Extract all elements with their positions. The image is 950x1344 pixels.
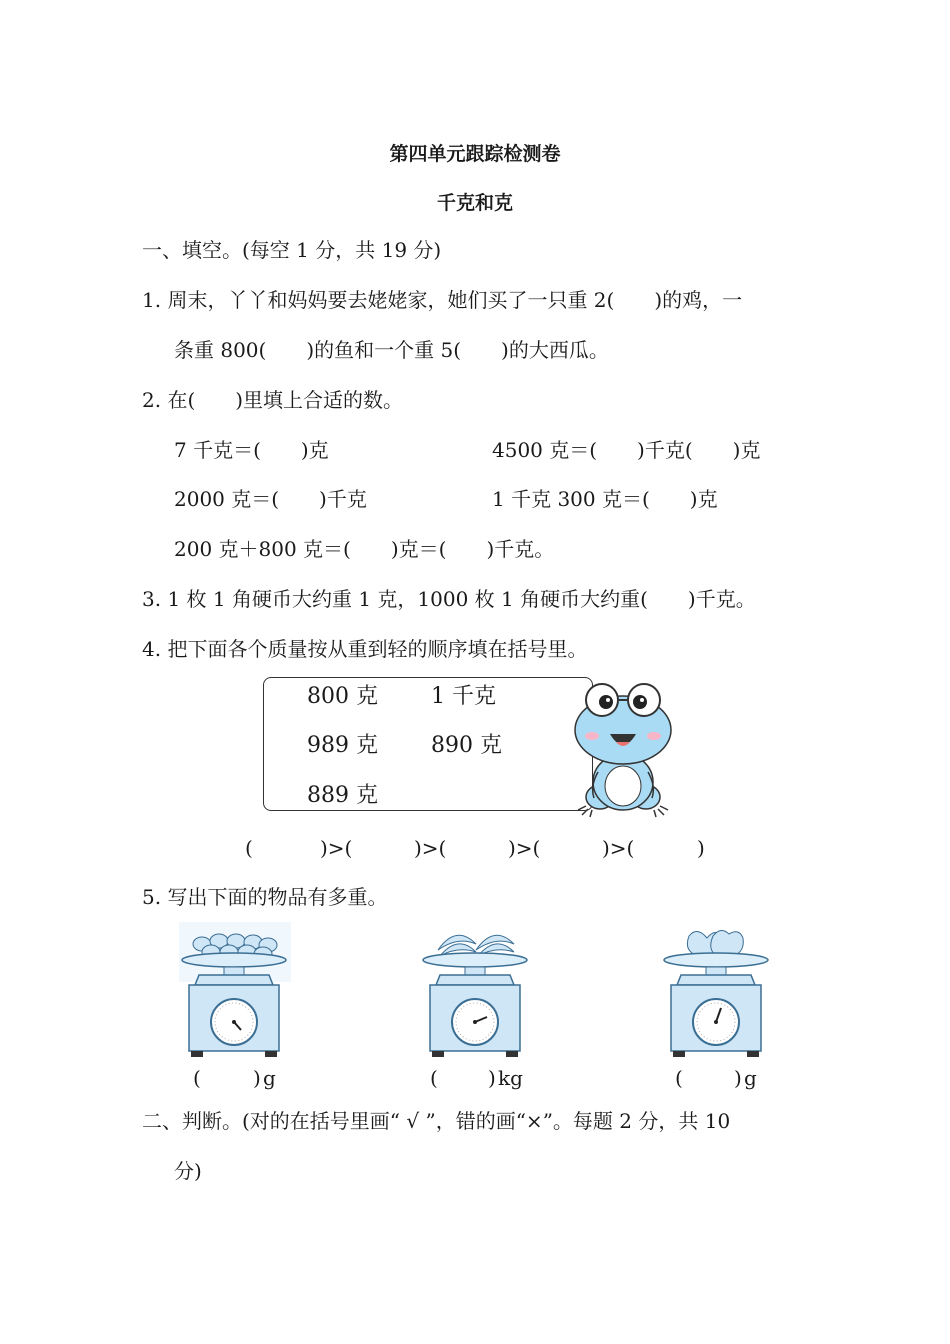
answer-close-paren: ): [253, 1066, 261, 1090]
mass-item: 989 克: [307, 733, 378, 758]
section-2-heading-cont: 分): [174, 1159, 202, 1183]
answer-open-paren: (: [675, 1066, 683, 1090]
page-subtitle: 千克和克: [436, 192, 513, 214]
page-title: 第四单元跟踪检测卷: [389, 143, 561, 165]
q4-stem: 4. 把下面各个质量按从重到轻的顺序填在括号里。: [142, 637, 588, 661]
q1-line2: 条重 800( )的鱼和一个重 5( )的大西瓜。: [174, 338, 609, 362]
answer-unit: g: [263, 1066, 276, 1090]
order-bracket: ): [697, 836, 705, 860]
scale-peaches: [659, 920, 774, 1060]
mass-item: 800 克: [307, 684, 378, 709]
q2-item-e: 200 克＋800 克＝( )克＝( )千克。: [174, 537, 555, 561]
scale-bananas: [418, 920, 533, 1060]
order-bracket: )>(: [414, 836, 447, 860]
q2-item-b: 4500 克＝( )千克( )克: [492, 438, 761, 462]
answer-open-paren: (: [430, 1066, 438, 1090]
q2-item-a: 7 千克＝( )克: [174, 438, 329, 462]
frog-illustration: [568, 672, 678, 822]
scale-eggs: [177, 920, 292, 1060]
section-1-heading: 一、填空。(每空 1 分，共 19 分): [142, 238, 442, 262]
q2-item-d: 1 千克 300 克＝( )克: [492, 487, 718, 511]
mass-item: 1 千克: [431, 684, 496, 709]
mass-item: 889 克: [307, 783, 378, 808]
mass-item: 890 克: [431, 733, 502, 758]
answer-close-paren: ): [734, 1066, 742, 1090]
order-bracket: )>(: [602, 836, 635, 860]
order-bracket: (: [245, 836, 253, 860]
q1-line1: 1. 周末，丫丫和妈妈要去姥姥家，她们买了一只重 2( )的鸡，一: [142, 288, 743, 312]
answer-open-paren: (: [193, 1066, 201, 1090]
q2-stem: 2. 在( )里填上合适的数。: [142, 388, 404, 412]
q5-stem: 5. 写出下面的物品有多重。: [142, 885, 388, 909]
order-bracket: )>(: [508, 836, 541, 860]
q3-text: 3. 1 枚 1 角硬币大约重 1 克，1000 枚 1 角硬币大约重( )千克。: [142, 587, 756, 611]
order-bracket: )>(: [320, 836, 353, 860]
section-2-heading: 二、判断。(对的在括号里画“ √ ”，错的画“×”。每题 2 分，共 10: [142, 1109, 731, 1133]
answer-close-paren: ): [488, 1066, 496, 1090]
answer-unit: kg: [498, 1066, 523, 1090]
q2-item-c: 2000 克＝( )千克: [174, 487, 367, 511]
answer-unit: g: [744, 1066, 757, 1090]
